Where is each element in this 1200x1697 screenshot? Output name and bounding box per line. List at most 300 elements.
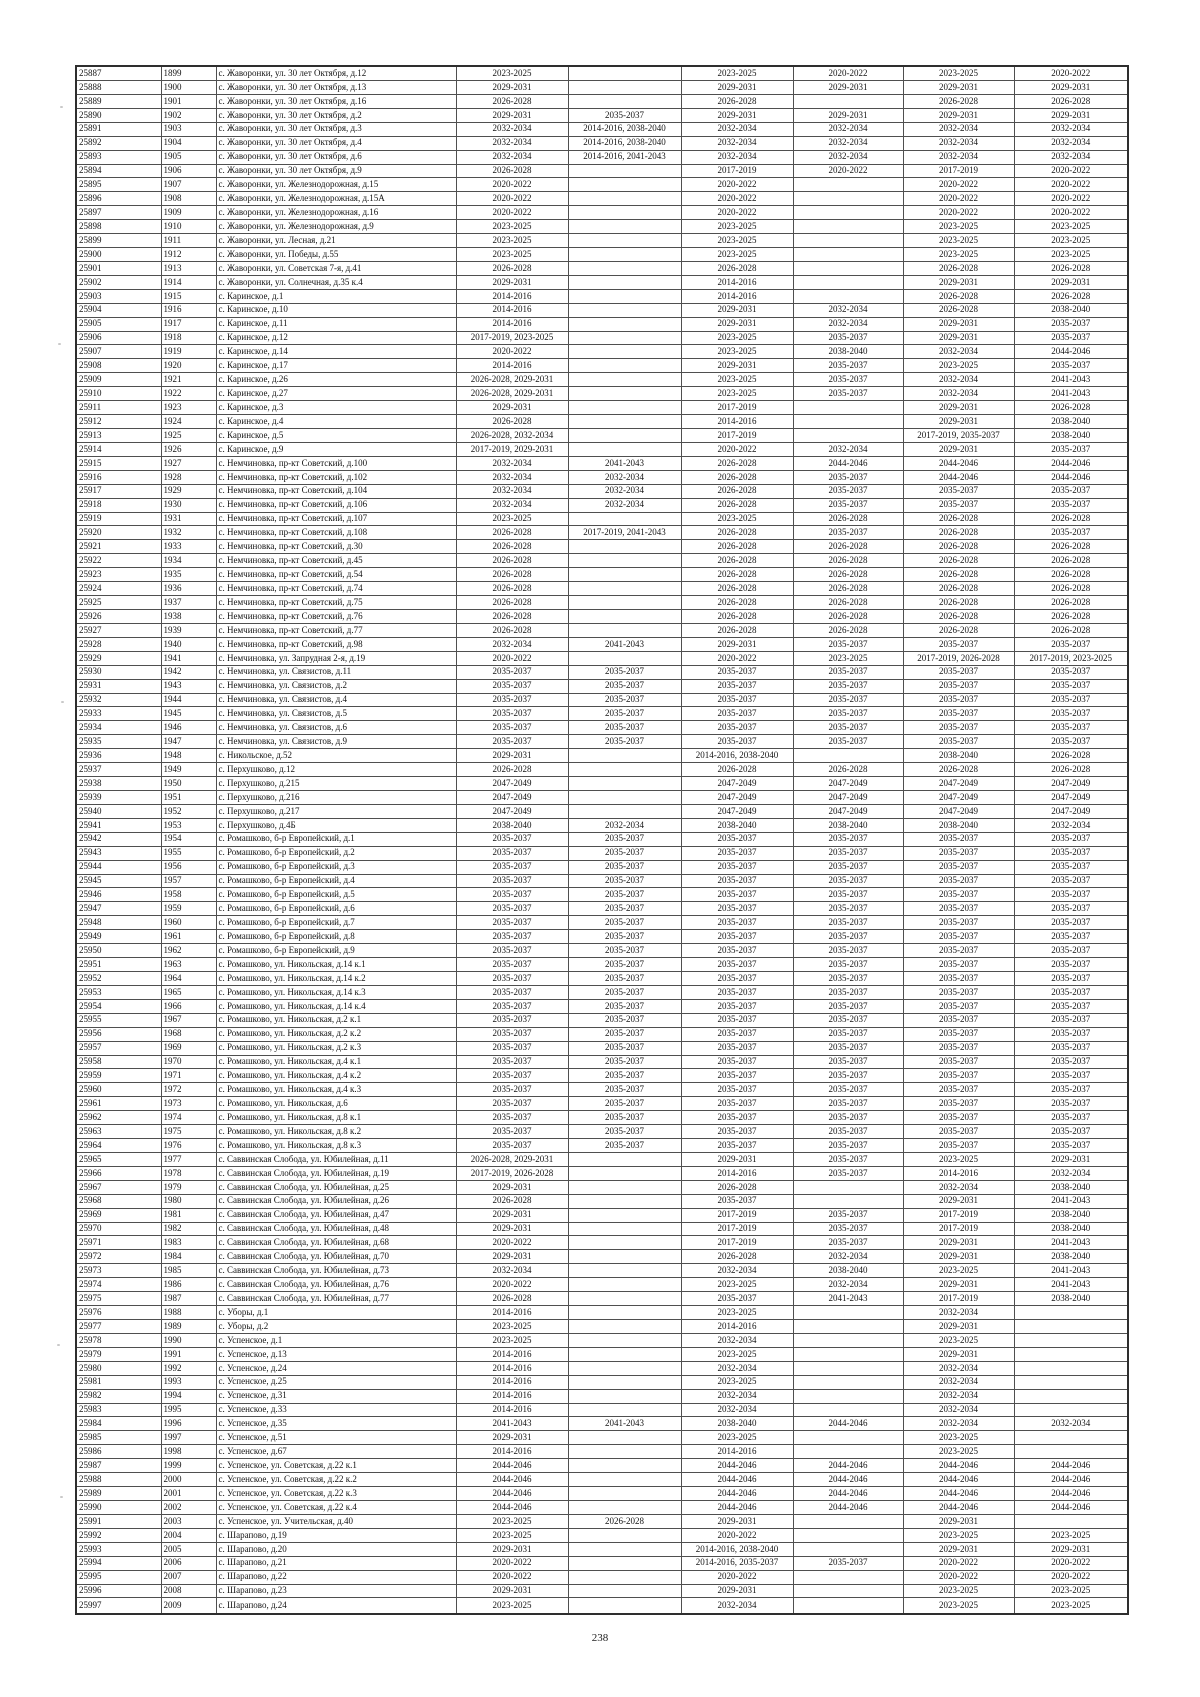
address: с. Немчиновка, ул. Связистов, д.2 [216, 679, 456, 693]
row-id: 25953 [76, 985, 161, 999]
period-col-4 [793, 415, 903, 429]
period-col-4: 2044-2046 [793, 1501, 903, 1515]
period-col-3: 2032-2034 [681, 1361, 793, 1375]
period-col-4: 2035-2037 [793, 1139, 903, 1153]
address: с. Шарапово, д.22 [216, 1570, 456, 1584]
period-col-6: 2026-2028 [1014, 289, 1128, 303]
period-col-5: 2017-2019 [903, 1222, 1014, 1236]
row-seq: 1914 [161, 275, 216, 289]
row-seq: 1920 [161, 359, 216, 373]
row-id: 25946 [76, 888, 161, 902]
period-col-1: 2035-2037 [456, 902, 568, 916]
period-col-3: 2035-2037 [681, 693, 793, 707]
period-col-3: 2017-2019 [681, 1222, 793, 1236]
row-seq: 1911 [161, 234, 216, 248]
period-col-3: 2026-2028 [681, 526, 793, 540]
address: с. Успенское, д.67 [216, 1445, 456, 1459]
address: с. Шарапово, д.20 [216, 1542, 456, 1556]
period-col-3: 2032-2034 [681, 1598, 793, 1614]
period-col-5: 2035-2037 [903, 498, 1014, 512]
period-col-6: 2020-2022 [1014, 1570, 1128, 1584]
period-col-6: 2035-2037 [1014, 1027, 1128, 1041]
row-seq: 1999 [161, 1459, 216, 1473]
period-col-3: 2035-2037 [681, 1083, 793, 1097]
period-col-2 [568, 66, 681, 80]
address: с. Саввинская Слобода, ул. Юбилейная, д.48 [216, 1222, 456, 1236]
period-col-4: 2044-2046 [793, 1417, 903, 1431]
period-col-2: 2035-2037 [568, 1083, 681, 1097]
period-col-6: 2035-2037 [1014, 1083, 1128, 1097]
address: с. Успенское, д.1 [216, 1333, 456, 1347]
period-col-5: 2023-2025 [903, 1264, 1014, 1278]
period-col-1: 2035-2037 [456, 930, 568, 944]
address: с. Немчиновка, пр-кт Советский, д.54 [216, 568, 456, 582]
period-col-6: 2035-2037 [1014, 735, 1128, 749]
row-id: 25936 [76, 749, 161, 763]
period-col-2 [568, 1570, 681, 1584]
period-col-2 [568, 623, 681, 637]
period-col-5: 2035-2037 [903, 916, 1014, 930]
row-seq: 1951 [161, 790, 216, 804]
period-col-6: 2044-2046 [1014, 1459, 1128, 1473]
address: с. Ромашково, б-р Европейский, д.4 [216, 874, 456, 888]
period-col-3: 2035-2037 [681, 1125, 793, 1139]
row-seq: 1948 [161, 749, 216, 763]
period-col-2 [568, 1487, 681, 1501]
table-row [76, 1431, 1128, 1445]
period-col-5: 2035-2037 [903, 888, 1014, 902]
address: с. Каринское, д.26 [216, 373, 456, 387]
period-col-4: 2026-2028 [793, 596, 903, 610]
table-row [76, 1208, 1128, 1222]
row-seq: 1996 [161, 1417, 216, 1431]
table-row [76, 164, 1128, 178]
period-col-6: 2035-2037 [1014, 1041, 1128, 1055]
period-col-2: 2035-2037 [568, 735, 681, 749]
row-seq: 1966 [161, 999, 216, 1013]
row-seq: 1902 [161, 108, 216, 122]
table-row [76, 610, 1128, 624]
period-col-3: 2023-2025 [681, 512, 793, 526]
period-col-1: 2029-2031 [456, 749, 568, 763]
row-id: 25952 [76, 971, 161, 985]
period-col-1: 2032-2034 [456, 136, 568, 150]
table-row [76, 623, 1128, 637]
period-col-2 [568, 359, 681, 373]
address: с. Саввинская Слобода, ул. Юбилейная, д.68 [216, 1236, 456, 1250]
table-row [76, 804, 1128, 818]
row-id: 25939 [76, 790, 161, 804]
period-col-4: 2035-2037 [793, 1236, 903, 1250]
table-row [76, 1306, 1128, 1320]
period-col-4: 2032-2034 [793, 136, 903, 150]
period-col-1: 2026-2028 [456, 1292, 568, 1306]
period-col-4: 2035-2037 [793, 470, 903, 484]
period-col-4: 2026-2028 [793, 623, 903, 637]
period-col-6: 2035-2037 [1014, 331, 1128, 345]
period-col-3: 2035-2037 [681, 721, 793, 735]
period-col-6: 2023-2025 [1014, 1584, 1128, 1598]
period-col-5: 2029-2031 [903, 275, 1014, 289]
row-id: 25893 [76, 150, 161, 164]
period-col-2: 2035-2037 [568, 888, 681, 902]
row-id: 25927 [76, 623, 161, 637]
row-id: 25887 [76, 66, 161, 80]
row-id: 25923 [76, 568, 161, 582]
table-row [76, 930, 1128, 944]
row-id: 25915 [76, 456, 161, 470]
row-id: 25897 [76, 206, 161, 220]
table-row [76, 1222, 1128, 1236]
period-col-3: 2020-2022 [681, 651, 793, 665]
period-col-2 [568, 289, 681, 303]
period-col-5: 2044-2046 [903, 1473, 1014, 1487]
period-col-1: 2026-2028 [456, 540, 568, 554]
period-col-1: 2014-2016 [456, 1445, 568, 1459]
row-id: 25913 [76, 429, 161, 443]
address: с. Немчиновка, ул. Связистов, д.9 [216, 735, 456, 749]
period-col-4 [793, 1514, 903, 1528]
table-row [76, 1403, 1128, 1417]
period-col-1: 2026-2028 [456, 623, 568, 637]
period-col-3: 2026-2028 [681, 623, 793, 637]
period-col-5: 2020-2022 [903, 192, 1014, 206]
period-col-3: 2026-2028 [681, 582, 793, 596]
row-seq: 1903 [161, 122, 216, 136]
period-col-3: 2017-2019 [681, 429, 793, 443]
address: с. Ромашково, ул. Никольская, д.8 к.1 [216, 1111, 456, 1125]
table-row [76, 1152, 1128, 1166]
row-seq: 2005 [161, 1542, 216, 1556]
period-col-5: 2035-2037 [903, 679, 1014, 693]
period-col-6: 2035-2037 [1014, 888, 1128, 902]
period-col-3: 2035-2037 [681, 735, 793, 749]
row-id: 25907 [76, 345, 161, 359]
period-col-2 [568, 1501, 681, 1515]
row-id: 25937 [76, 763, 161, 777]
period-col-5: 2023-2025 [903, 359, 1014, 373]
period-col-1: 2035-2037 [456, 860, 568, 874]
period-col-4 [793, 289, 903, 303]
row-id: 25958 [76, 1055, 161, 1069]
period-col-4: 2035-2037 [793, 707, 903, 721]
period-col-4 [793, 220, 903, 234]
period-col-5: 2029-2031 [903, 108, 1014, 122]
period-col-3: 2023-2025 [681, 1347, 793, 1361]
period-col-3: 2014-2016 [681, 1320, 793, 1334]
table-row [76, 429, 1128, 443]
row-id: 25889 [76, 94, 161, 108]
address: с. Жаворонки, ул. 30 лет Октября, д.12 [216, 66, 456, 80]
address: с. Жаворонки, ул. Железнодорожная, д.16 [216, 206, 456, 220]
period-col-5: 2035-2037 [903, 707, 1014, 721]
row-seq: 1935 [161, 568, 216, 582]
address: с. Немчиновка, ул. Связистов, д.6 [216, 721, 456, 735]
row-id: 25969 [76, 1208, 161, 1222]
address: с. Шарапово, д.19 [216, 1528, 456, 1542]
period-col-1: 2020-2022 [456, 345, 568, 359]
period-col-3: 2035-2037 [681, 999, 793, 1013]
address: с. Жаворонки, ул. 30 лет Октября, д.3 [216, 122, 456, 136]
period-col-3: 2035-2037 [681, 832, 793, 846]
table-row [76, 707, 1128, 721]
period-col-2: 2035-2037 [568, 707, 681, 721]
period-col-6: 2029-2031 [1014, 108, 1128, 122]
period-col-6 [1014, 1306, 1128, 1320]
table-row [76, 178, 1128, 192]
table-row [76, 498, 1128, 512]
period-col-3: 2029-2031 [681, 1514, 793, 1528]
period-col-4: 2035-2037 [793, 1125, 903, 1139]
period-col-1: 2014-2016 [456, 1361, 568, 1375]
period-col-1: 2014-2016 [456, 1375, 568, 1389]
address: с. Ромашково, ул. Никольская, д.14 к.3 [216, 985, 456, 999]
period-col-4: 2044-2046 [793, 456, 903, 470]
period-col-4 [793, 1528, 903, 1542]
row-id: 25974 [76, 1278, 161, 1292]
table-row [76, 846, 1128, 860]
period-col-6: 2041-2043 [1014, 1264, 1128, 1278]
period-col-6: 2047-2049 [1014, 804, 1128, 818]
period-col-1: 2020-2022 [456, 1570, 568, 1584]
period-col-3: 2023-2025 [681, 373, 793, 387]
period-col-6: 2041-2043 [1014, 1278, 1128, 1292]
table-row [76, 359, 1128, 373]
period-col-4: 2035-2037 [793, 679, 903, 693]
row-id: 25960 [76, 1083, 161, 1097]
period-col-3: 2014-2016 [681, 1166, 793, 1180]
period-col-4: 2035-2037 [793, 888, 903, 902]
period-col-6 [1014, 1320, 1128, 1334]
period-col-5: 2032-2034 [903, 150, 1014, 164]
period-col-3: 2044-2046 [681, 1501, 793, 1515]
period-col-4: 2026-2028 [793, 610, 903, 624]
period-col-3: 2023-2025 [681, 248, 793, 262]
address: с. Немчиновка, пр-кт Советский, д.45 [216, 554, 456, 568]
period-col-3: 2020-2022 [681, 192, 793, 206]
period-col-1: 2020-2022 [456, 178, 568, 192]
period-col-6: 2035-2037 [1014, 874, 1128, 888]
period-col-5: 2026-2028 [903, 261, 1014, 275]
period-col-4: 2029-2031 [793, 80, 903, 94]
row-id: 25967 [76, 1180, 161, 1194]
period-col-5: 2032-2034 [903, 1417, 1014, 1431]
period-col-2: 2035-2037 [568, 999, 681, 1013]
address: с. Ромашково, ул. Никольская, д.4 к.1 [216, 1055, 456, 1069]
row-seq: 1907 [161, 178, 216, 192]
table-row [76, 206, 1128, 220]
row-id: 25987 [76, 1459, 161, 1473]
period-col-2: 2041-2043 [568, 456, 681, 470]
row-seq: 1928 [161, 470, 216, 484]
row-id: 25976 [76, 1306, 161, 1320]
period-col-6: 2038-2040 [1014, 1222, 1128, 1236]
period-col-2 [568, 261, 681, 275]
period-col-5: 2035-2037 [903, 484, 1014, 498]
period-col-2: 2035-2037 [568, 1111, 681, 1125]
period-col-3: 2029-2031 [681, 317, 793, 331]
period-col-5: 2026-2028 [903, 568, 1014, 582]
period-col-4 [793, 1598, 903, 1614]
period-col-2 [568, 582, 681, 596]
period-col-6: 2029-2031 [1014, 275, 1128, 289]
row-id: 25945 [76, 874, 161, 888]
row-id: 25971 [76, 1236, 161, 1250]
period-col-3: 2023-2025 [681, 387, 793, 401]
period-col-3: 2020-2022 [681, 1570, 793, 1584]
period-col-3: 2047-2049 [681, 804, 793, 818]
period-col-6: 2035-2037 [1014, 317, 1128, 331]
period-col-2 [568, 178, 681, 192]
row-id: 25993 [76, 1542, 161, 1556]
address: с. Ромашково, б-р Европейский, д.3 [216, 860, 456, 874]
table-row [76, 1514, 1128, 1528]
table-row [76, 818, 1128, 832]
period-col-6: 2032-2034 [1014, 1166, 1128, 1180]
period-col-6: 2029-2031 [1014, 1152, 1128, 1166]
address: с. Жаворонки, ул. 30 лет Октября, д.13 [216, 80, 456, 94]
period-col-5: 2035-2037 [903, 735, 1014, 749]
row-seq: 1955 [161, 846, 216, 860]
period-col-2 [568, 1264, 681, 1278]
period-col-4 [793, 206, 903, 220]
row-seq: 1970 [161, 1055, 216, 1069]
row-seq: 1932 [161, 526, 216, 540]
period-col-4 [793, 178, 903, 192]
period-col-1: 2023-2025 [456, 66, 568, 80]
period-col-1: 2026-2028 [456, 1194, 568, 1208]
period-col-2 [568, 596, 681, 610]
address: с. Саввинская Слобода, ул. Юбилейная, д.73 [216, 1264, 456, 1278]
period-col-2 [568, 234, 681, 248]
row-seq: 1961 [161, 930, 216, 944]
period-col-2: 2035-2037 [568, 693, 681, 707]
period-col-1: 2032-2034 [456, 637, 568, 651]
period-col-4: 2026-2028 [793, 512, 903, 526]
row-id: 25982 [76, 1389, 161, 1403]
table-row [76, 1556, 1128, 1570]
row-seq: 1925 [161, 429, 216, 443]
period-col-5: 2035-2037 [903, 1125, 1014, 1139]
period-col-4 [793, 234, 903, 248]
row-id: 25902 [76, 275, 161, 289]
period-col-1: 2041-2043 [456, 1417, 568, 1431]
period-col-3: 2035-2037 [681, 665, 793, 679]
period-col-5: 2017-2019 [903, 1208, 1014, 1222]
row-seq: 1977 [161, 1152, 216, 1166]
period-col-3: 2035-2037 [681, 679, 793, 693]
address: с. Немчиновка, пр-кт Советский, д.30 [216, 540, 456, 554]
period-col-6: 2035-2037 [1014, 985, 1128, 999]
row-seq: 1944 [161, 693, 216, 707]
period-col-6: 2035-2037 [1014, 916, 1128, 930]
period-col-6: 2035-2037 [1014, 442, 1128, 456]
table-row [76, 582, 1128, 596]
row-seq: 1990 [161, 1333, 216, 1347]
period-col-3: 2047-2049 [681, 790, 793, 804]
period-col-2 [568, 1556, 681, 1570]
period-col-2 [568, 94, 681, 108]
address: с. Саввинская Слобода, ул. Юбилейная, д.26 [216, 1194, 456, 1208]
row-id: 25903 [76, 289, 161, 303]
period-col-4: 2035-2037 [793, 1222, 903, 1236]
period-col-4: 2035-2037 [793, 526, 903, 540]
address: с. Ромашково, б-р Европейский, д.2 [216, 846, 456, 860]
period-col-1: 2047-2049 [456, 790, 568, 804]
scan-speck [58, 343, 61, 345]
period-col-2 [568, 1236, 681, 1250]
period-col-2 [568, 80, 681, 94]
row-id: 25978 [76, 1333, 161, 1347]
address: с. Каринское, д.11 [216, 317, 456, 331]
address: с. Немчиновка, пр-кт Советский, д.100 [216, 456, 456, 470]
row-id: 25891 [76, 122, 161, 136]
table-row [76, 1139, 1128, 1153]
row-id: 25910 [76, 387, 161, 401]
period-col-1: 2035-2037 [456, 1083, 568, 1097]
period-col-3: 2026-2028 [681, 456, 793, 470]
period-col-4: 2041-2043 [793, 1292, 903, 1306]
row-seq: 1971 [161, 1069, 216, 1083]
period-col-6 [1014, 1514, 1128, 1528]
period-col-1: 2029-2031 [456, 80, 568, 94]
period-col-3: 2035-2037 [681, 846, 793, 860]
period-col-6: 2041-2043 [1014, 1194, 1128, 1208]
period-col-2 [568, 1166, 681, 1180]
period-col-2 [568, 1278, 681, 1292]
period-col-2: 2032-2034 [568, 818, 681, 832]
period-col-3: 2026-2028 [681, 94, 793, 108]
row-id: 25995 [76, 1570, 161, 1584]
period-col-3: 2032-2034 [681, 1389, 793, 1403]
row-id: 25900 [76, 248, 161, 262]
period-col-4 [793, 1403, 903, 1417]
period-col-3: 2029-2031 [681, 1584, 793, 1598]
period-col-4: 2026-2028 [793, 582, 903, 596]
row-seq: 1912 [161, 248, 216, 262]
period-col-5: 2020-2022 [903, 178, 1014, 192]
period-col-3: 2023-2025 [681, 1375, 793, 1389]
table-row [76, 484, 1128, 498]
period-col-1: 2023-2025 [456, 248, 568, 262]
row-seq: 2002 [161, 1501, 216, 1515]
period-col-1: 2035-2037 [456, 735, 568, 749]
period-col-6: 2038-2040 [1014, 1250, 1128, 1264]
period-col-6: 2035-2037 [1014, 707, 1128, 721]
period-col-4: 2035-2037 [793, 944, 903, 958]
period-col-6 [1014, 1361, 1128, 1375]
period-col-5: 2023-2025 [903, 66, 1014, 80]
period-col-2: 2014-2016, 2038-2040 [568, 136, 681, 150]
period-col-3: 2035-2037 [681, 1069, 793, 1083]
period-col-3: 2029-2031 [681, 80, 793, 94]
row-seq: 1994 [161, 1389, 216, 1403]
period-col-5: 2032-2034 [903, 373, 1014, 387]
address: с. Ромашково, б-р Европейский, д.8 [216, 930, 456, 944]
table-row [76, 136, 1128, 150]
period-col-6: 2047-2049 [1014, 790, 1128, 804]
period-col-2: 2035-2037 [568, 916, 681, 930]
table-row [76, 902, 1128, 916]
address: с. Жаворонки, ул. Железнодорожная, д.15 [216, 178, 456, 192]
period-col-6: 2026-2028 [1014, 763, 1128, 777]
table-row [76, 1320, 1128, 1334]
table-row [76, 94, 1128, 108]
period-col-3: 2035-2037 [681, 916, 793, 930]
table-row [76, 1473, 1128, 1487]
period-col-6: 2041-2043 [1014, 387, 1128, 401]
row-seq: 1953 [161, 818, 216, 832]
